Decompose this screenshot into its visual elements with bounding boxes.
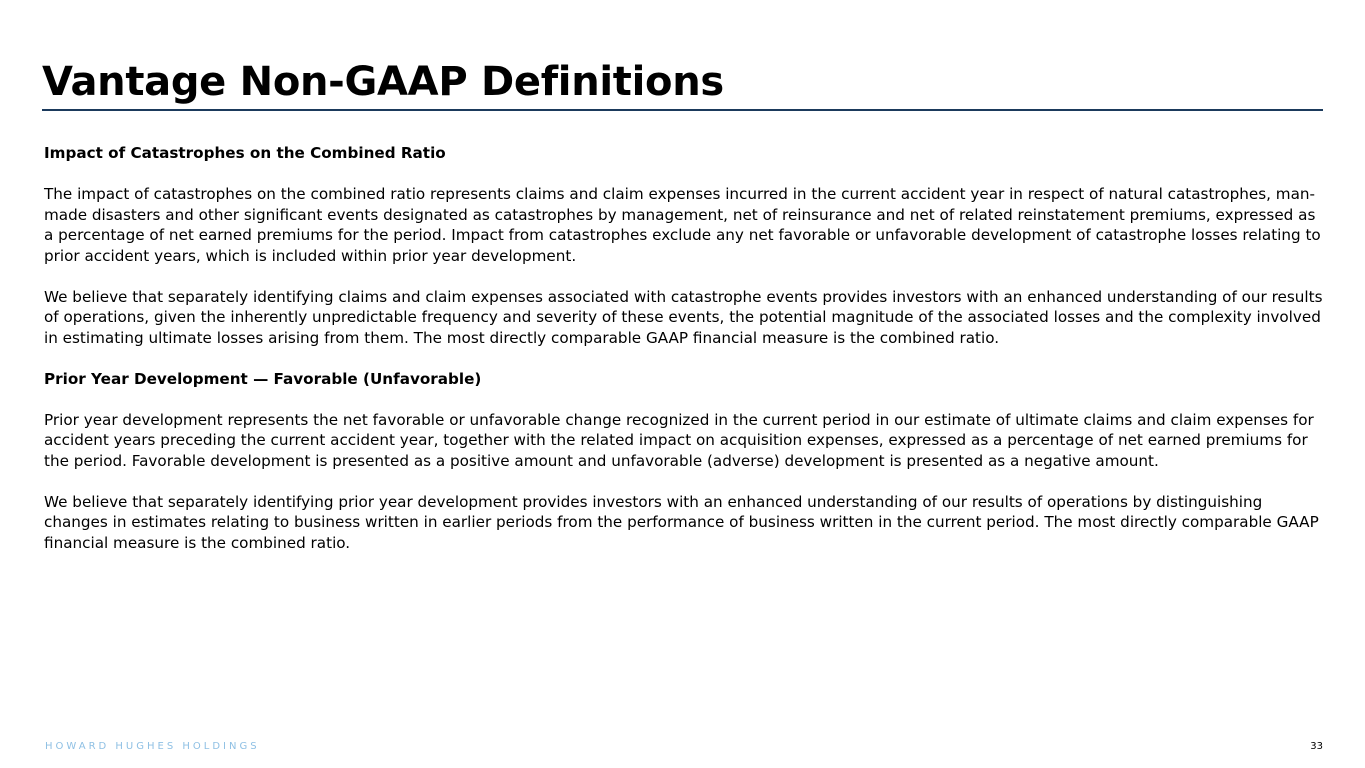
page-title: Vantage Non-GAAP Definitions [42,59,724,105]
footer-brand-logo-text: HOWARD HUGHES HOLDINGS [45,741,260,752]
prior-year-definition-paragraph: Prior year development represents the net favorable or unfavorable change recognized in the current period in our estimate of ultimate claims and claim expenses for accident years preceding the current accident year, together with the related impact on acquisition expenses, expressed as a percentage of net earned premiums for the period. Favorable development is presented as a positive amount and unfavorable (adverse) development is presented as a negative amount. [44,410,1314,470]
page-number: 33 [1310,741,1323,752]
catastrophes-definition-paragraph: The impact of catastrophes on the combined ratio represents claims and claim expenses incurred in the current accident year in respect of natural catastrophes, man-made disasters and other significant events designated as catastrophes by management, net of reinsurance and net of related reinstatement premiums, expressed as a percentage of net earned premiums for the period. Impact from catastrophes exclude any net favorable or unfavorable development of catastrophe losses relating to prior accident years, which is included within prior year development. [44,185,1321,265]
section-heading-catastrophes: Impact of Catastrophes on the Combined Ratio [44,144,446,162]
title-divider [42,109,1323,111]
catastrophes-rationale-paragraph: We believe that separately identifying claims and claim expenses associated with catastrophe events provides investors with an enhanced understanding of our results of operations, given the inherently unpredictable frequency and severity of these events, the potential magnitude of the associated losses and the complexity involved in estimating ultimate losses arising from them. The most directly comparable GAAP financial measure is the combined ratio. [44,287,1323,347]
prior-year-rationale-paragraph: We believe that separately identifying prior year development provides investors with an enhanced understanding of our results of operations by distinguishing changes in estimates relating to business written in earlier periods from the performance of business written in the current period. The most directly comparable GAAP financial measure is the combined ratio. [44,492,1319,552]
section-heading-prior-year-development: Prior Year Development — Favorable (Unfavorable) [44,369,482,388]
definitions-body [44,143,1324,574]
